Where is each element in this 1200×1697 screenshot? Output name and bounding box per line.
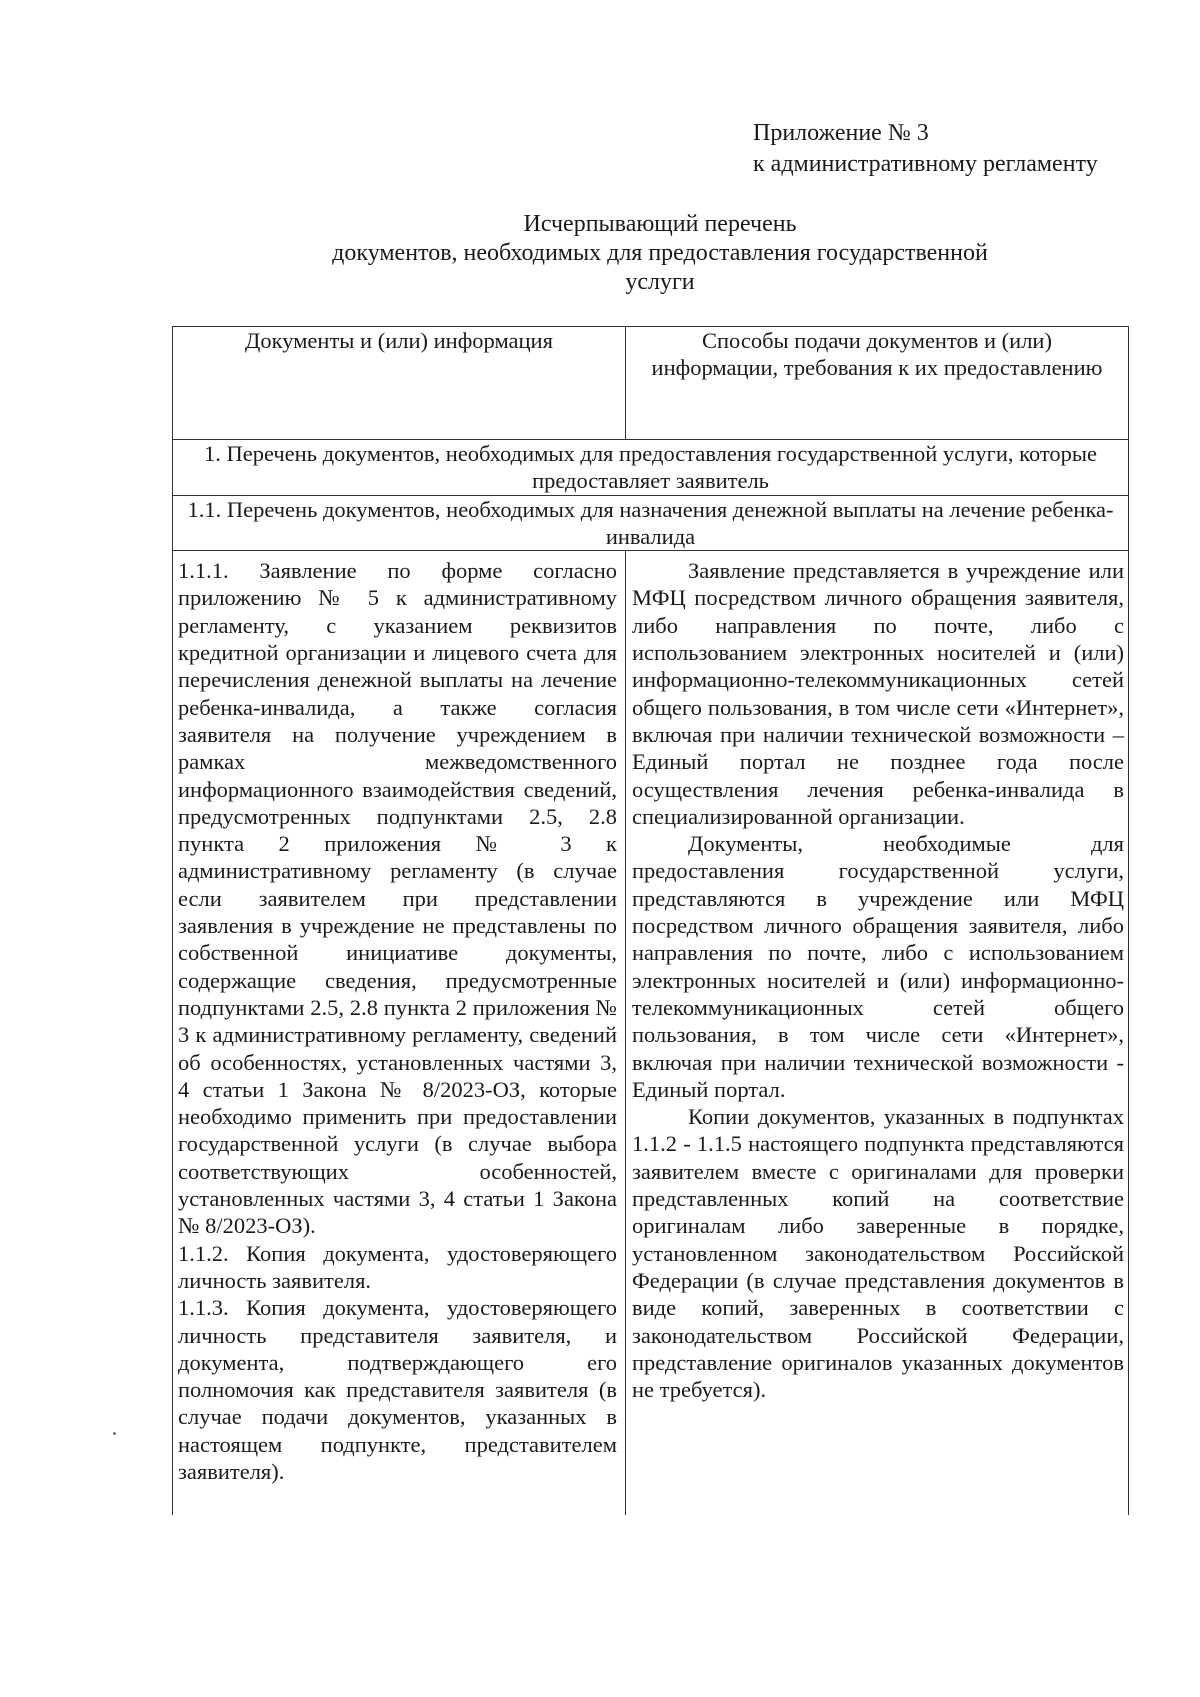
header-cell-documents: [173, 327, 626, 440]
document-item-1-1-3: 1.1.3. Копия документа, удостоверяющего личность представителя заявителя, и документа, подтверждающего его полномочия как представителя заявителя (в случае подачи документов, указанных в настоящем подпункте, представителем заявителя).: [178, 1295, 617, 1484]
table-row: [173, 551, 1129, 1516]
title-line-3: услуги: [625, 269, 695, 295]
header-documents-label: Документы и (или) информация: [245, 328, 553, 353]
section-row-1-1: [173, 495, 1129, 551]
documents-cell: [173, 551, 626, 1516]
document-item-1-1-2: 1.1.2. Копия документа, удостоверяющего личность заявителя.: [178, 1240, 617, 1293]
section-1-label: 1. Перечень документов, необходимых для предоставления государственной услуги, которые предоставляет заявитель: [173, 440, 1129, 496]
appendix-reference: к административному регламенту: [753, 151, 1098, 177]
section-1-1-label: 1.1. Перечень документов, необходимых для назначения денежной выплаты на лечение ребенка-инвалида: [173, 495, 1129, 551]
section-row-1: [173, 440, 1129, 496]
table-header-row: [173, 327, 1129, 440]
appendix-header: [753, 118, 1098, 180]
title-line-1: Исчерпывающий перечень: [523, 211, 797, 237]
document-item-1-1-1: 1.1.1. Заявление по форме согласно приложению № 5 к административному регламенту, с указанием реквизитов кредитной организации и лицевого счета для перечисления денежной выплаты на лечение ребенка-инвалида, а также согласия заявителя на получение учреждением в рамках межведомственного информационного взаимодействия сведений, предусмотренных подпунктами 2.5, 2.8 пункта 2 приложения № 3 к административному регламенту (в случае если заявителем при представлении заявления в учреждение не представлены по собственной инициативе документы, содержащие сведения, предусмотренные подпунктами 2.5, 2.8 пункта 2 приложения № 3 к административному регламенту, сведений об особенностях, установленных частями 3, 4 статьи 1 Закона № 8/2023-ОЗ, которые необходимо применить при предоставлении государственной услуги (в случае выбора соответствующих особенностей, установленных частями 3, 4 статьи 1 Закона № 8/2023-ОЗ).: [178, 558, 617, 1239]
header-cell-methods: [626, 327, 1129, 440]
methods-cell: [626, 551, 1129, 1516]
header-methods-label: Способы подачи документов и (или) информации, требования к их предоставлению: [651, 328, 1103, 381]
method-paragraph-2: Документы, необходимые для предоставления государственной услуги, представляются в учреждение или МФЦ посредством личного обращения заявителя, либо направления по почте, либо с использованием электронных носителей и (или) информационно-телекоммуникационных сетей общего пользования, в том числе сети «Интернет», включая при наличии технической возможности - Единый портал.: [632, 831, 1124, 1102]
title-line-2: документов, необходимых для предоставления государственной: [332, 240, 988, 266]
document-title: [170, 210, 1150, 297]
scan-speck: [113, 1432, 116, 1435]
method-paragraph-3: Копии документов, указанных в подпунктах 1.1.2 - 1.1.5 настоящего подпункта представляются заявителем вместе с оригиналами для проверки представленных копий на соответствие оригиналам либо заверенные в порядке, установленном законодательством Российской Федерации (в случае представления документов в виде копий, заверенных в соответствии с законодательством Российской Федерации, представление оригиналов указанных документов не требуется).: [632, 1104, 1124, 1403]
appendix-number: Приложение № 3: [753, 120, 929, 146]
documents-table: [172, 326, 1129, 1515]
method-paragraph-1: Заявление представляется в учреждение или МФЦ посредством личного обращения заявителя, либо направления по почте, либо с использованием электронных носителей и (или) информационно-телекоммуникационных сетей общего пользования, в том числе сети «Интернет», включая при наличии технической возможности – Единый портал не позднее года после осуществления лечения ребенка-инвалида в специализированной организации.: [632, 558, 1124, 829]
